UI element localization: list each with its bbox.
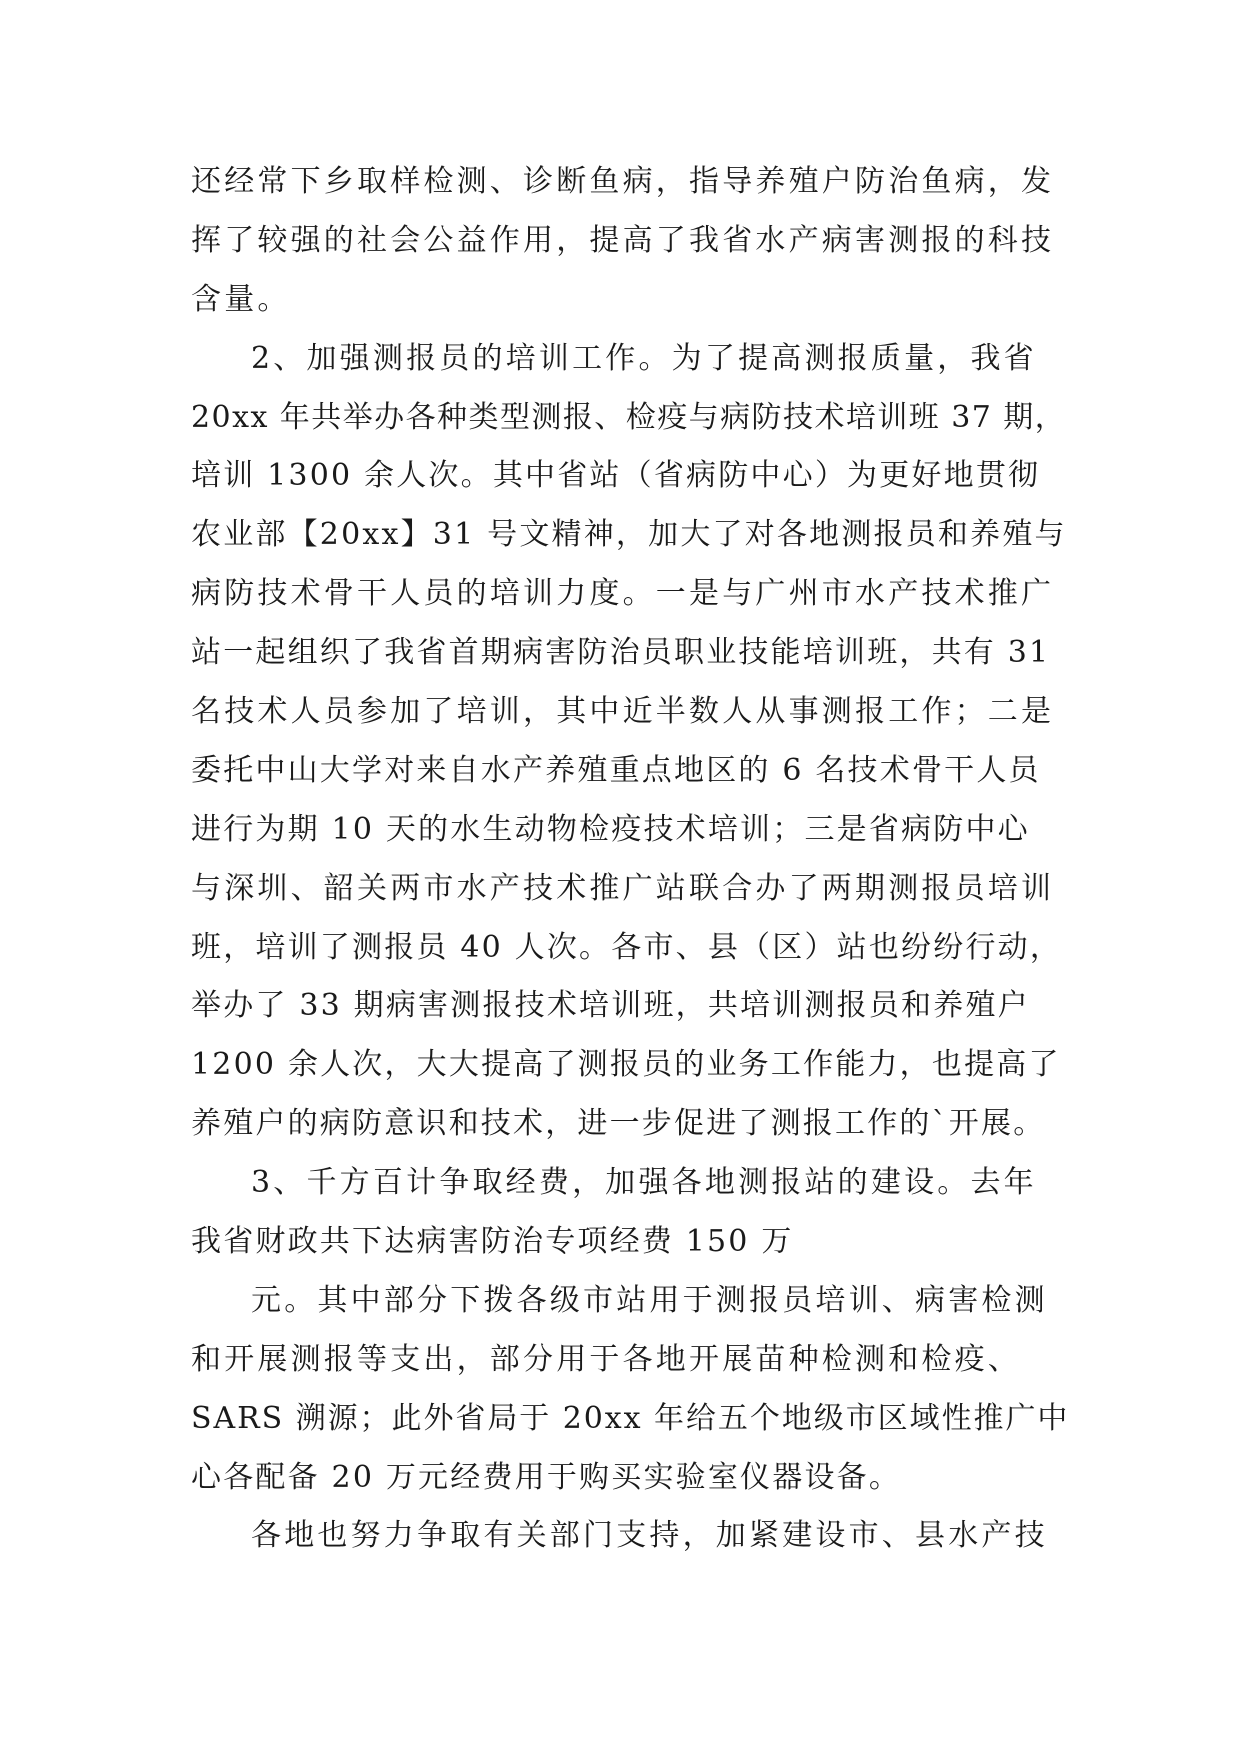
- text-line-16: 1200 余人次，大大提高了测报员的业务工作能力，也提高了: [191, 1047, 1061, 1083]
- text-line-13: 与深圳、韶关两市水产技术推广站联合办了两期测报员培训: [191, 870, 1055, 906]
- text-line-7: 农业部【20xx】31 号文精神，加大了对各地测报员和养殖与: [191, 517, 1067, 553]
- body-text: [191, 153, 1070, 1566]
- text-line-14: 班，培训了测报员 40 人次。各市、县（区）站也纷纷行动，: [191, 929, 1063, 965]
- text-line-21: 和开展测报等支出，部分用于各地开展苗种检测和检疫、: [191, 1341, 1021, 1377]
- text-line-18: 3、千方百计争取经费，加强各地测报站的建设。去年: [251, 1165, 1037, 1201]
- text-line-20: 元。其中部分下拨各级市站用于测报员培训、病害检测: [251, 1282, 1048, 1318]
- text-line-10: 名技术人员参加了培训，其中近半数人从事测报工作；二是: [191, 694, 1055, 730]
- text-line-3: 含量。: [191, 281, 291, 317]
- text-line-5: 20xx 年共举办各种类型测报、检疫与病防技术培训班 37 期，: [191, 399, 1067, 435]
- text-line-8: 病防技术骨干人员的培训力度。一是与广州市水产技术推广: [191, 576, 1055, 612]
- text-line-2: 挥了较强的社会公益作用，提高了我省水产病害测报的科技: [191, 222, 1055, 258]
- text-line-17: 养殖户的病防意识和技术，进一步促进了测报工作的`开展。: [191, 1106, 1046, 1142]
- text-line-22: SARS 溯源；此外省局于 20xx 年给五个地级市区域性推广中: [191, 1400, 1070, 1436]
- text-line-23: 心各配备 20 万元经费用于购买实验室仪器设备。: [191, 1459, 902, 1495]
- text-line-11: 委托中山大学对来自水产养殖重点地区的 6 名技术骨干人员: [191, 752, 1041, 788]
- text-line-6: 培训 1300 余人次。其中省站（省病防中心）为更好地贯彻: [191, 458, 1041, 494]
- text-line-1: 还经常下乡取样检测、诊断鱼病，指导养殖户防治鱼病，发: [191, 164, 1055, 199]
- text-line-4: 2、加强测报员的培训工作。为了提高测报质量，我省: [251, 340, 1037, 376]
- text-line-9: 站一起组织了我省首期病害防治员职业技能培训班，共有 31: [191, 635, 1051, 671]
- text-line-24: 各地也努力争取有关部门支持，加紧建设市、县水产技: [251, 1518, 1048, 1554]
- text-line-15: 举办了 33 期病害测报技术培训班，共培训测报员和养殖户: [191, 988, 1030, 1024]
- text-line-12: 进行为期 10 天的水生动物检疫技术培训；三是省病防中心: [191, 811, 1030, 847]
- text-line-19: 我省财政共下达病害防治专项经费 150 万: [191, 1224, 794, 1260]
